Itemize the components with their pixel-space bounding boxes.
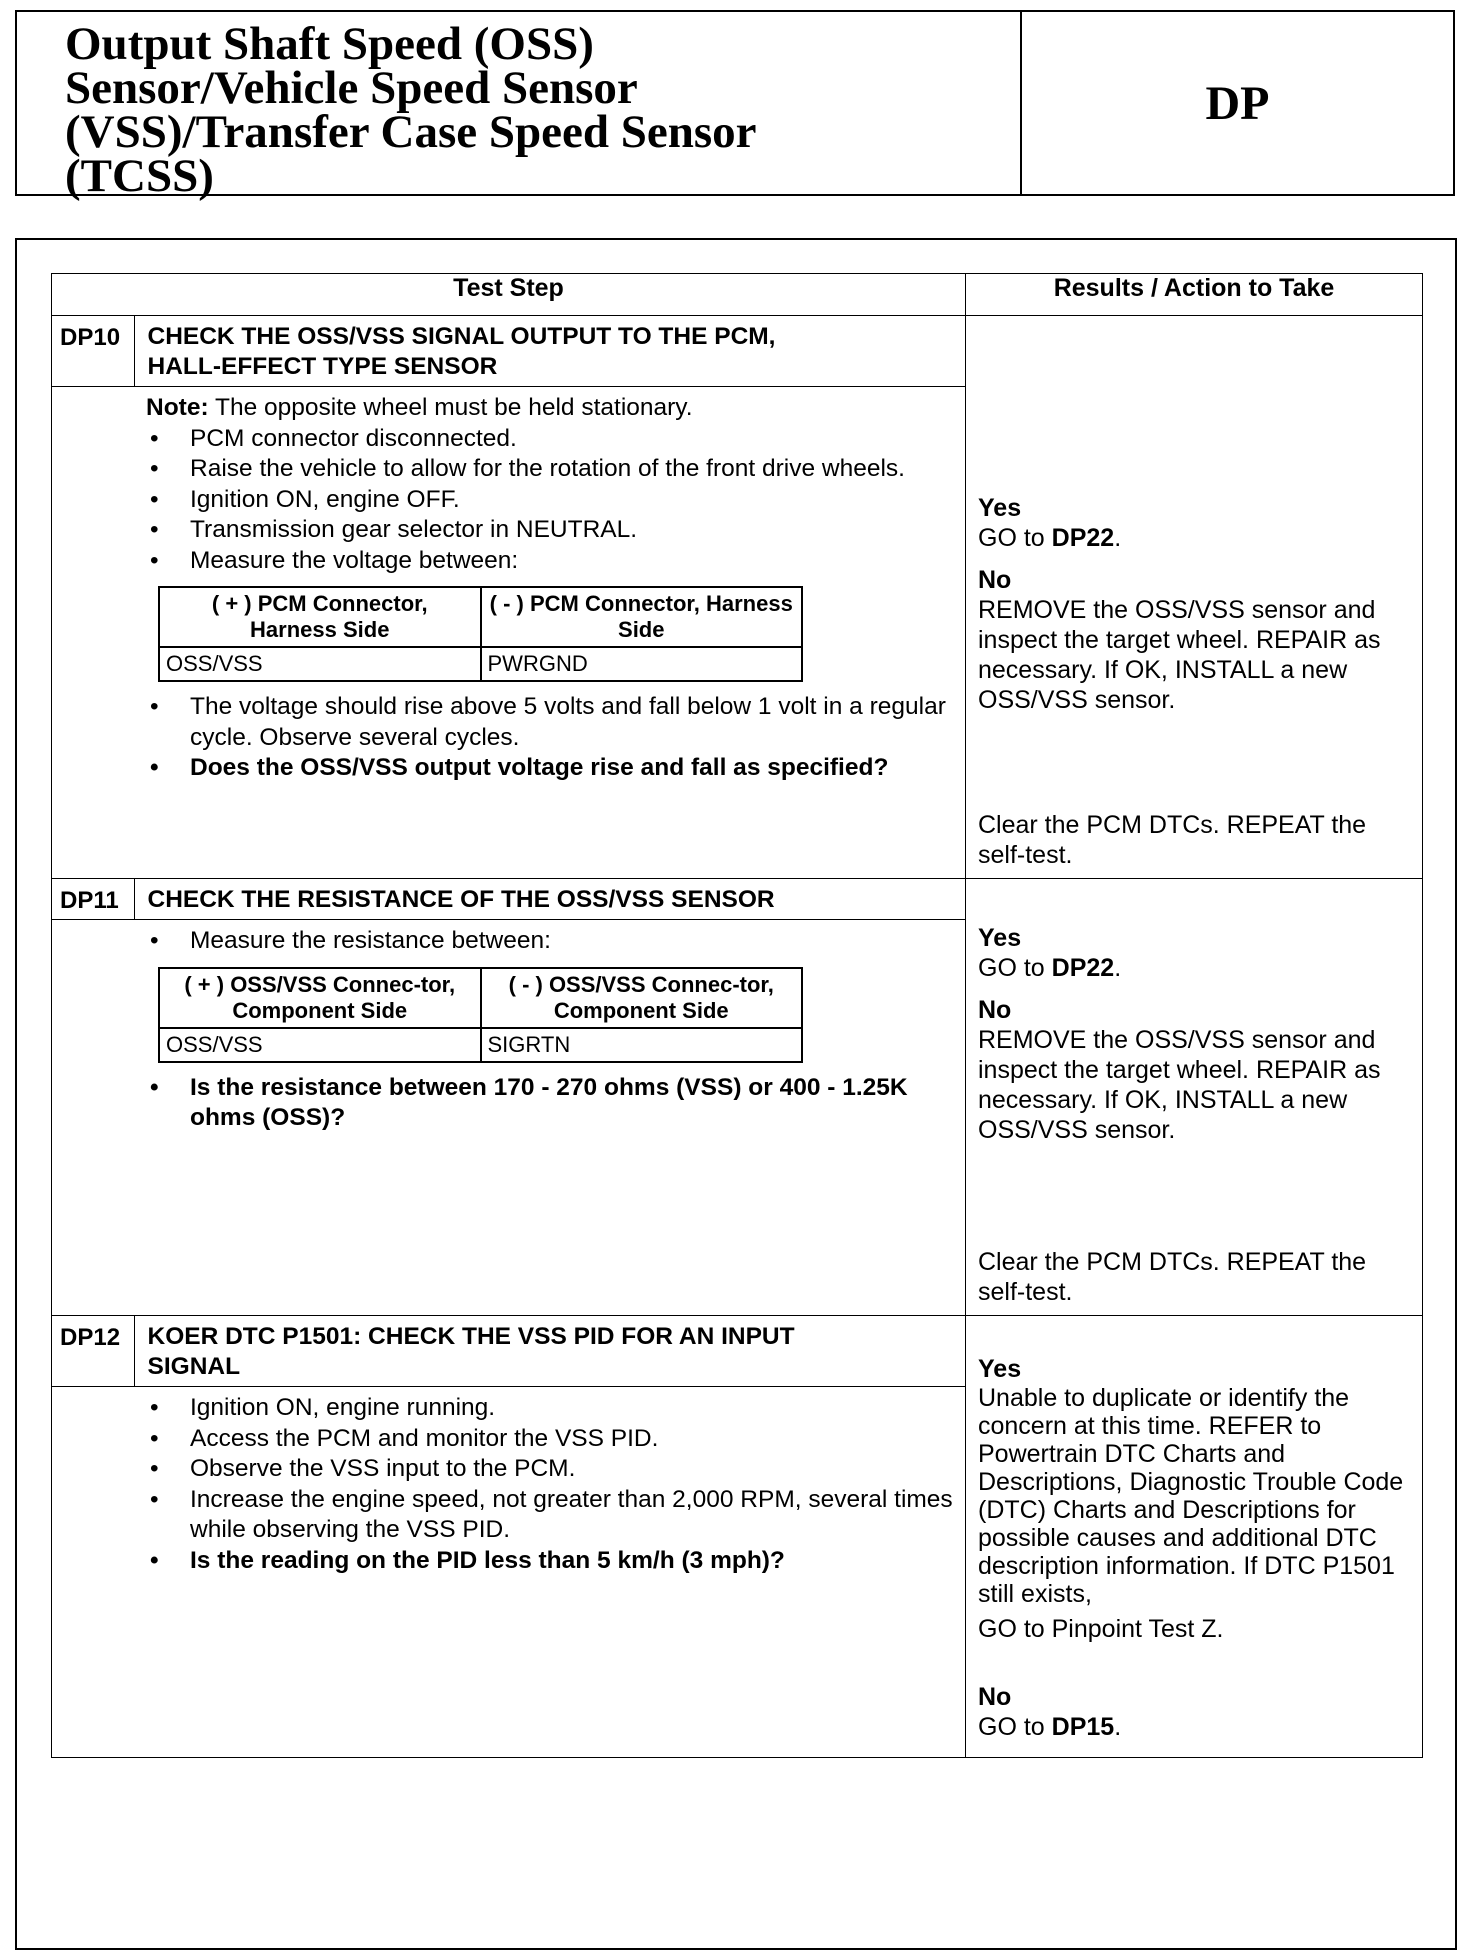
col-header-test-step: Test Step: [52, 274, 966, 316]
step-question: • Is the resistance between 170 - 270 ohms (VSS) or 400 - 1.25K ohms (OSS)?: [148, 1073, 955, 1134]
yes-label: Yes: [978, 924, 1022, 952]
list-item: • Access the PCM and monitor the VSS PID.: [148, 1424, 955, 1455]
step-body: [52, 920, 965, 1140]
step-id: DP10: [52, 316, 134, 387]
no-label: No: [978, 566, 1012, 594]
step-heading: [134, 1316, 965, 1387]
bullet-list: [148, 926, 955, 957]
step-heading-line: HALL-EFFECT TYPE SENSOR: [147, 353, 498, 380]
yes-label: Yes: [978, 1355, 1022, 1383]
test-step-cell: [52, 316, 966, 879]
no-action: REMOVE the OSS/VSS sensor and inspect the target wheel. REPAIR as necessary. If OK, INSTALL a new OSS/VSS sensor.: [978, 596, 1381, 714]
title-line: Sensor/Vehicle Speed Sensor: [65, 62, 638, 114]
measure-value-negative: PWRGND: [481, 647, 803, 681]
test-code: DP: [1205, 76, 1270, 130]
list-item: • Transmission gear selector in NEUTRAL.: [148, 515, 955, 546]
list-item: • The voltage should rise above 5 volts and fall below 1 volt in a regular cycle. Observe several cycles.: [148, 692, 955, 753]
step-heading-line: CHECK THE OSS/VSS SIGNAL OUTPUT TO THE PCM,: [147, 323, 776, 350]
step-body: [52, 1387, 965, 1583]
results-cell: [966, 1316, 1423, 1758]
yes-target: DP22: [1051, 524, 1115, 552]
step-id: DP11: [52, 879, 134, 920]
measurement-table: [158, 967, 803, 1063]
bullet-list: [148, 424, 955, 577]
list-item: • Measure the resistance between:: [148, 926, 955, 957]
measure-header-negative: ( - ) PCM Connector, Harness Side: [481, 587, 803, 647]
pinpoint-test-table: [51, 273, 1423, 1758]
yes-suffix: .: [1114, 524, 1122, 552]
yes-target: DP22: [1051, 954, 1115, 982]
title-line: (TCSS): [65, 150, 214, 202]
measure-value-positive: OSS/VSS: [159, 647, 481, 681]
table-row: [52, 316, 1423, 879]
yes-label: Yes: [978, 494, 1022, 522]
no-action: REMOVE the OSS/VSS sensor and inspect the target wheel. REPAIR as necessary. If OK, INSTALL a new OSS/VSS sensor.: [978, 1026, 1381, 1144]
list-item: • Observe the VSS input to the PCM.: [148, 1454, 955, 1485]
title-box: [15, 10, 1455, 202]
no-suffix: .: [1114, 1713, 1122, 1741]
table-row: [52, 1316, 1423, 1758]
no-label: No: [978, 1683, 1012, 1711]
list-item: • Increase the engine speed, not greater than 2,000 RPM, several times while observing the VSS PID.: [148, 1485, 955, 1546]
step-heading-line: KOER DTC P1501: CHECK THE VSS PID FOR AN INPUT: [147, 1323, 795, 1350]
list-item: • PCM connector disconnected.: [148, 424, 955, 455]
yes-suffix: .: [1114, 954, 1122, 982]
no-action: [978, 1712, 1418, 1742]
yes-prefix: GO to: [978, 954, 1052, 982]
title-line: Output Shaft Speed (OSS): [65, 18, 594, 70]
bullet-list: [148, 692, 955, 784]
list-item: • Ignition ON, engine OFF.: [148, 485, 955, 516]
step-question: • Is the reading on the PID less than 5 km/h (3 mph)?: [148, 1546, 955, 1577]
test-step-cell: [52, 1316, 966, 1758]
step-heading: [134, 316, 965, 387]
step-heading-line: SIGNAL: [147, 1353, 241, 1380]
note: [146, 393, 955, 424]
col-header-results: Results / Action to Take: [966, 274, 1423, 316]
yes-prefix: GO to: [978, 524, 1052, 552]
list-item: • Ignition ON, engine running.: [148, 1393, 955, 1424]
yes-action: Unable to duplicate or identify the concern at this time. REFER to Powertrain DTC Charts and Descriptions, Diagnostic Trouble Code (DTC) Charts and Descriptions for possible causes and additional DTC description information. If DTC P1501 still exists,: [978, 1384, 1404, 1608]
list-item: • Raise the vehicle to allow for the rotation of the front drive wheels.: [148, 454, 955, 485]
step-body: [52, 387, 965, 790]
no-target: DP15: [1051, 1713, 1115, 1741]
step-id: DP12: [52, 1316, 134, 1387]
footer-action: Clear the PCM DTCs. REPEAT the self-test.: [978, 1248, 1367, 1306]
measure-header-positive: ( + ) OSS/VSS Connec-tor, Component Side: [159, 968, 481, 1028]
measurement-table: [158, 586, 803, 682]
yes-goto: GO to Pinpoint Test Z.: [978, 1615, 1224, 1643]
table-row: [52, 879, 1423, 1316]
no-prefix: GO to: [978, 1713, 1052, 1741]
list-item: • Measure the voltage between:: [148, 546, 955, 577]
note-text: The opposite wheel must be held stationary.: [208, 394, 693, 421]
bullet-list: [148, 1073, 955, 1134]
results-cell: [966, 316, 1423, 879]
bullet-list: [148, 1393, 955, 1576]
yes-action: [978, 953, 1418, 983]
step-heading: CHECK THE RESISTANCE OF THE OSS/VSS SENSOR: [134, 879, 965, 920]
no-label: No: [978, 996, 1012, 1024]
title-line: (VSS)/Transfer Case Speed Sensor: [65, 106, 757, 158]
test-step-cell: [52, 879, 966, 1316]
measure-value-negative: SIGRTN: [481, 1028, 803, 1062]
step-question: • Does the OSS/VSS output voltage rise and fall as specified?: [148, 753, 955, 784]
results-cell: [966, 879, 1423, 1316]
note-label: Note:: [146, 394, 209, 421]
measure-value-positive: OSS/VSS: [159, 1028, 481, 1062]
yes-action: [978, 523, 1418, 553]
document-title: [17, 12, 1022, 202]
measure-header-positive: ( + ) PCM Connector, Harness Side: [159, 587, 481, 647]
measure-header-negative: ( - ) OSS/VSS Connec-tor, Component Side: [481, 968, 803, 1028]
footer-action: Clear the PCM DTCs. REPEAT the self-test.: [978, 811, 1367, 869]
